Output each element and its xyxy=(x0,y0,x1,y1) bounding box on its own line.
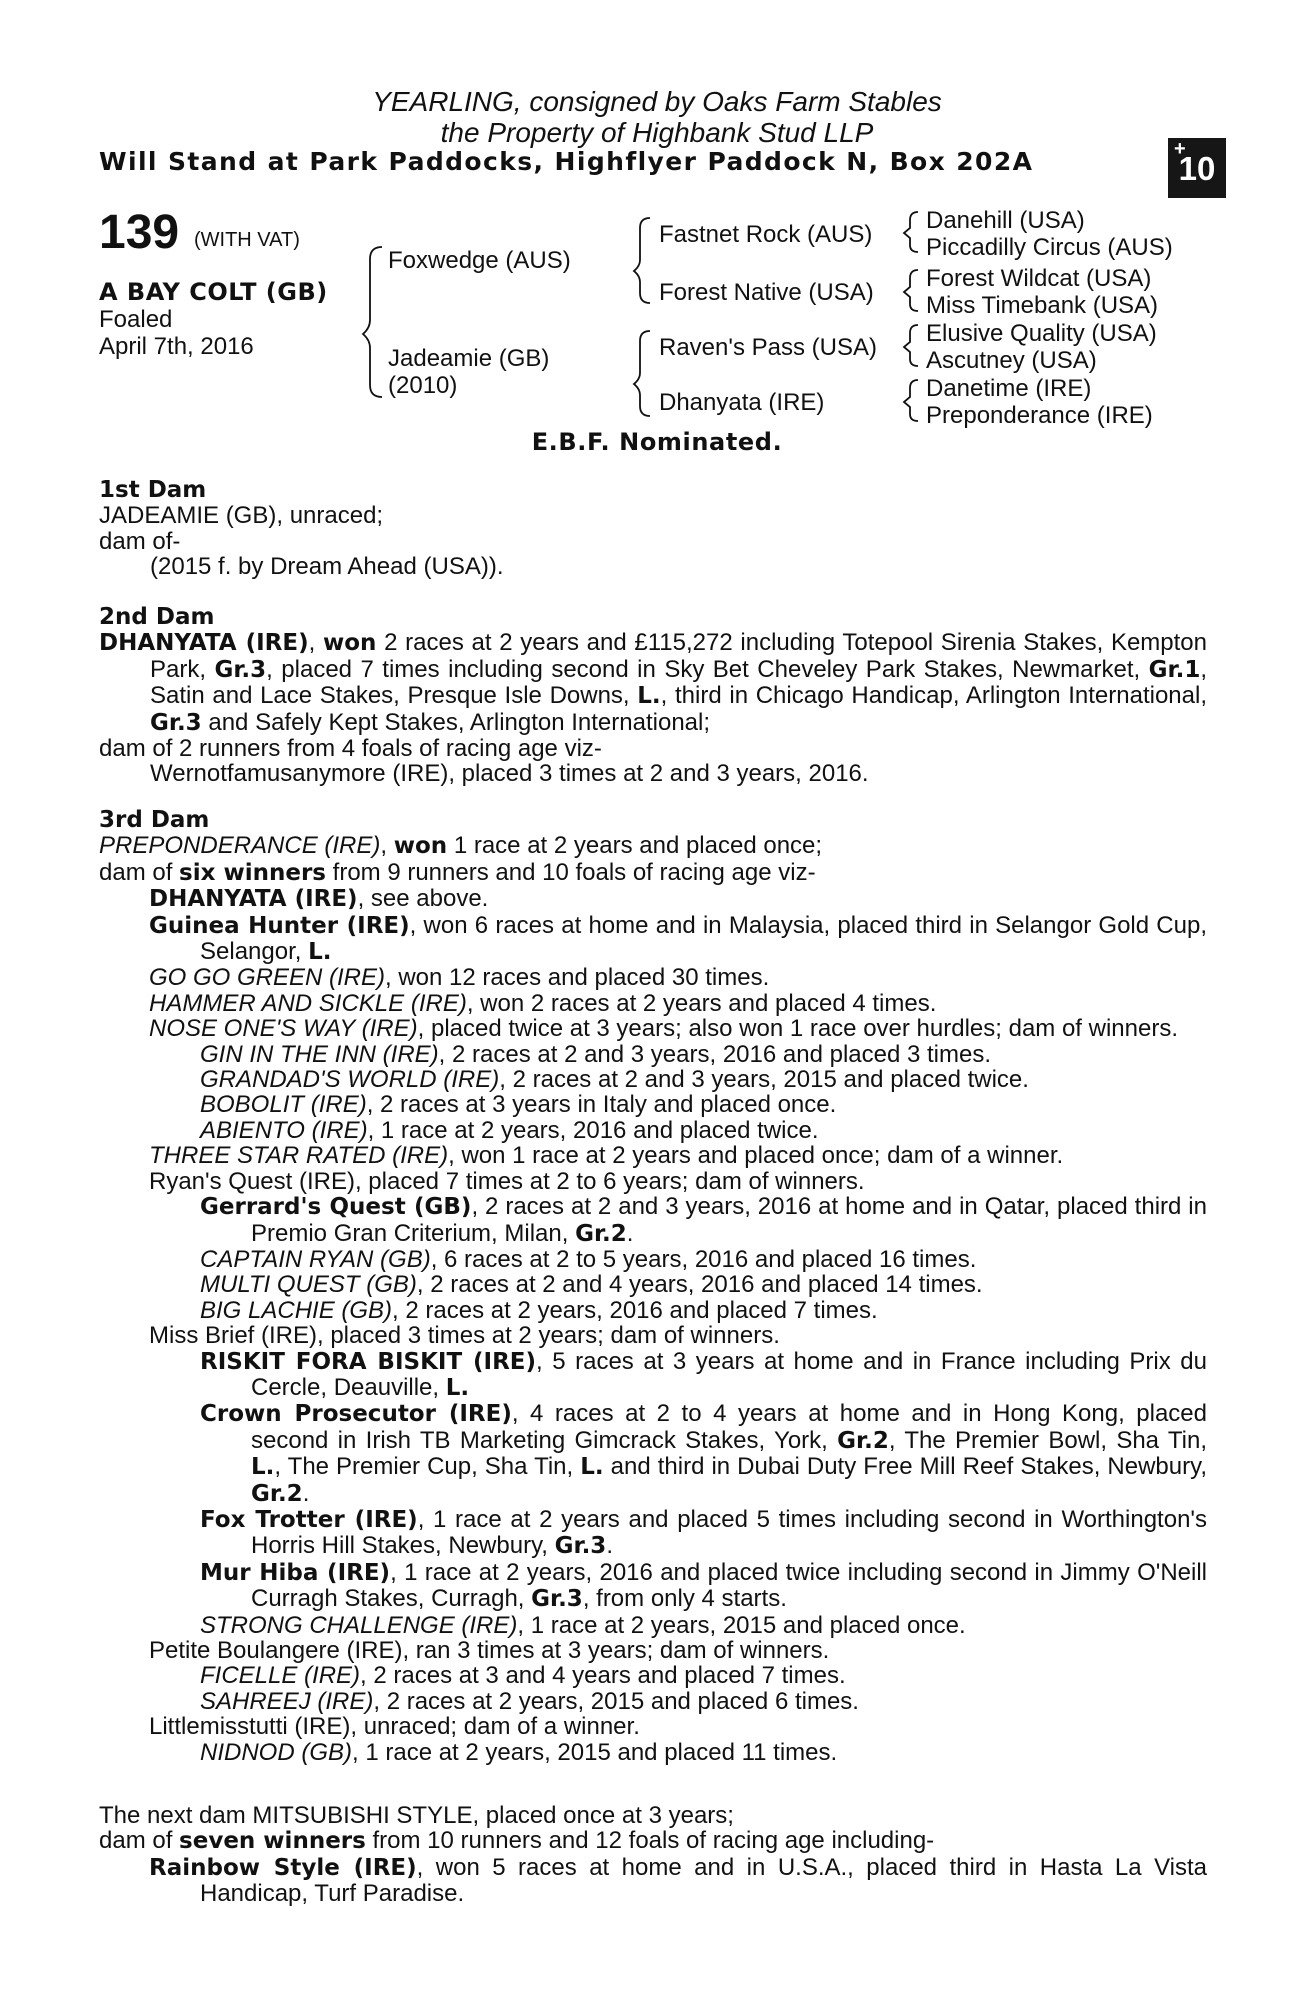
pedigree-sds: Forest Wildcat (USA) xyxy=(926,265,1152,292)
foaled-label: Foaled xyxy=(99,306,173,333)
progeny-entry: Petite Boulangere (IRE), ran 3 times at 3 years; dam of winners. xyxy=(149,1637,830,1664)
pedigree-dsd: Ascutney (USA) xyxy=(926,347,1097,374)
consignor-line: YEARLING, consigned by Oaks Farm Stables xyxy=(372,86,942,117)
pedigree-sire-dam: Forest Native (USA) xyxy=(659,279,874,306)
grand-progeny-entry: Gerrard's Quest (GB), 2 races at 2 and 3 years, 2016 at home and in Qatar, placed third in Premio Gran Criterium, Milan, Gr.2. xyxy=(200,1193,1207,1247)
badge-number: 10 xyxy=(1178,150,1216,187)
pedigree-sdd: Miss Timebank (USA) xyxy=(926,292,1159,319)
first-dam-title: 1st Dam xyxy=(99,477,207,503)
third-dam-section xyxy=(99,808,1207,1765)
pedigree-sire-sire: Fastnet Rock (AUS) xyxy=(659,221,873,248)
pedigree-dam-sire: Raven's Pass (USA) xyxy=(659,334,877,361)
pedigree-sss: Danehill (USA) xyxy=(926,207,1085,234)
grand-progeny-entry: BOBOLIT (IRE), 2 races at 3 years in Italy and placed once. xyxy=(200,1091,837,1119)
pedigree-brackets xyxy=(0,0,1314,460)
bracket-ds xyxy=(904,325,918,366)
pedigree-dam: Jadeamie (GB) xyxy=(388,345,550,372)
grand-progeny-entry: STRONG CHALLENGE (IRE), 1 race at 2 years, 2015 and placed once. xyxy=(200,1611,966,1639)
grand-progeny-entry: NIDNOD (GB), 1 race at 2 years, 2015 and placed 11 times. xyxy=(200,1738,838,1766)
first-dam-produce: (2015 f. by Dream Ahead (USA)). xyxy=(150,553,504,581)
foaled-date: April 7th, 2016 xyxy=(99,333,254,360)
progeny-entry: Littlemisstutti (IRE), unraced; dam of a winner. xyxy=(149,1713,640,1741)
grand-progeny-entry: GRANDAD'S WORLD (IRE), 2 races at 2 and 3 years, 2015 and placed twice. xyxy=(200,1066,1029,1094)
winners-count: six winners xyxy=(179,859,326,886)
grand-progeny-entry: FICELLE (IRE), 2 races at 3 and 4 years and placed 7 times. xyxy=(200,1662,846,1690)
bracket-dam-line xyxy=(634,331,650,416)
bracket-sire-dam xyxy=(363,247,382,397)
pedigree-dam-dam: Dhanyata (IRE) xyxy=(659,389,825,416)
third-dam-title: 3rd Dam xyxy=(99,807,210,833)
won-label: won xyxy=(322,630,377,657)
progeny-entry: DHANYATA (IRE), see above. xyxy=(149,885,489,913)
pedigree-ddd: Preponderance (IRE) xyxy=(926,402,1153,429)
progeny-entry: GO GO GREEN (IRE), won 12 races and placed 30 times. xyxy=(149,964,770,992)
bracket-sire-line xyxy=(634,218,650,303)
progeny-entry: Rainbow Style (IRE), won 5 races at home and in U.S.A., placed third in Hasta La Vista Handicap, Turf Paradise. xyxy=(149,1853,1207,1908)
pedigree-dss: Elusive Quality (USA) xyxy=(926,320,1157,347)
third-dam-damof: dam of six winners from 9 runners and 10 foals of racing age viz- xyxy=(99,858,816,886)
second-dam-damof: dam of 2 runners from 4 foals of racing age viz- xyxy=(99,735,602,763)
next-dam-section xyxy=(99,1803,1207,1907)
bracket-ss xyxy=(904,212,918,252)
won-label: won xyxy=(393,833,448,860)
stabling-line: Will Stand at Park Paddocks, Highflyer Paddock N, Box 202A xyxy=(99,147,1034,176)
first-dam-damof: dam of- xyxy=(99,527,181,555)
progeny-entry: THREE STAR RATED (IRE), won 1 race at 2 years and placed once; dam of a winner. xyxy=(149,1142,1064,1170)
next-dam-line: The next dam MITSUBISHI STYLE, placed once at 3 years; xyxy=(99,1802,734,1829)
second-dam-title: 2nd Dam xyxy=(99,604,215,630)
vat-note: (WITH VAT) xyxy=(194,229,300,251)
grand-progeny-entry: MULTI QUEST (GB), 2 races at 2 and 4 years, 2016 and placed 14 times. xyxy=(200,1271,983,1299)
pedigree-ssd: Piccadilly Circus (AUS) xyxy=(926,234,1173,261)
grand-progeny-entry: SAHREEJ (IRE), 2 races at 2 years, 2015 and placed 6 times. xyxy=(200,1687,859,1715)
progeny-entry: NOSE ONE'S WAY (IRE), placed twice at 3 years; also won 1 race over hurdles; dam of winners. xyxy=(149,1015,1179,1043)
pedigree-dds: Danetime (IRE) xyxy=(926,375,1092,402)
dam-name: PREPONDERANCE (IRE) xyxy=(99,832,381,860)
horse-name: A BAY COLT (GB) xyxy=(99,278,328,306)
second-dam-runner: Wernotfamusanymore (IRE), placed 3 times at 2 and 3 years, 2016. xyxy=(150,760,869,788)
winners-count: seven winners xyxy=(179,1828,366,1855)
lot-number: 139 xyxy=(99,206,180,259)
grand-progeny-entry: CAPTAIN RYAN (GB), 6 races at 2 to 5 years, 2016 and placed 16 times. xyxy=(200,1245,977,1273)
bracket-sd xyxy=(904,270,918,311)
grade-label: Gr.3 xyxy=(214,656,267,683)
progeny-entry: HAMMER AND SICKLE (IRE), won 2 races at 2 years and placed 4 times. xyxy=(149,989,937,1017)
bracket-dd xyxy=(904,380,918,421)
progeny-entry: Guinea Hunter (IRE), won 6 races at home and in Malaysia, placed third in Selangor Gold Cup, Selangor, L. xyxy=(149,911,1207,966)
grade-label: Gr.3 xyxy=(150,709,202,736)
second-dam-entry: DHANYATA (IRE), won 2 races at 2 years and £115,272 including Totepool Sirenia Stakes, Kempton Park, Gr.3, placed 7 times including second in Sky Bet Cheveley Park Stakes, Newmarket, Gr.1, Satin and Lace Stakes, Presque Isle Downs, L., third in Chicago Handicap, Arlington International, Gr.3 and Safely Kept Stakes, Arlington International; xyxy=(99,629,1207,736)
grand-progeny-entry: BIG LACHIE (GB), 2 races at 2 years, 2016 and placed 7 times. xyxy=(200,1296,878,1324)
grand-progeny-entry: Crown Prosecutor (IRE), 4 races at 2 to 4 years at home and in Hong Kong, placed second in Irish TB Marketing Gimcrack Stakes, York, Gr.2, The Premier Bowl, Sha Tin, L., The Premier Cup, Sha Tin, L. and third in Dubai Duty Free Mill Reef Stakes, Newbury, Gr.2. xyxy=(200,1400,1208,1507)
second-dam-section xyxy=(99,605,1207,787)
first-dam-line: JADEAMIE (GB), unraced; xyxy=(99,502,384,530)
next-dam-damof: dam of seven winners from 10 runners and 12 foals of racing age including- xyxy=(99,1827,935,1855)
pedigree-sire: Foxwedge (AUS) xyxy=(388,247,571,274)
first-dam-section xyxy=(99,478,1207,580)
third-dam-entry: PREPONDERANCE (IRE), won 1 race at 2 years and placed once; xyxy=(99,832,823,860)
grand-progeny-entry: ABIENTO (IRE), 1 race at 2 years, 2016 and placed twice. xyxy=(200,1116,819,1144)
progeny-entry: Ryan's Quest (IRE), placed 7 times at 2 to 6 years; dam of winners. xyxy=(149,1167,865,1195)
ebf-nominated: E.B.F. Nominated. xyxy=(531,428,783,456)
progeny-entry: Miss Brief (IRE), placed 3 times at 2 years; dam of winners. xyxy=(149,1322,780,1350)
pedigree-dam-year: (2010) xyxy=(388,372,458,399)
listed-label: L. xyxy=(637,683,661,710)
property-line: the Property of Highbank Stud LLP xyxy=(440,117,874,148)
grand-progeny-entry: RISKIT FORA BISKIT (IRE), 5 races at 3 years at home and in France including Prix du Cercle, Deauville, L. xyxy=(200,1347,1207,1401)
grand-progeny-entry: Mur Hiba (IRE), 1 race at 2 years, 2016 and placed twice including second in Jimmy O'Neill Curragh Stakes, Curragh, Gr.3, from only 4 starts. xyxy=(200,1558,1208,1613)
grand-progeny-entry: GIN IN THE INN (IRE), 2 races at 2 and 3 years, 2016 and placed 3 times. xyxy=(200,1040,992,1068)
grand-progeny-entry: Fox Trotter (IRE), 1 race at 2 years and placed 5 times including second in Worthington's Horris Hill Stakes, Newbury, Gr.3. xyxy=(200,1505,1207,1560)
dam-name: DHANYATA (IRE) xyxy=(99,630,309,657)
grade-label: Gr.1 xyxy=(1148,656,1201,683)
badge-plus: + xyxy=(1174,138,1186,160)
